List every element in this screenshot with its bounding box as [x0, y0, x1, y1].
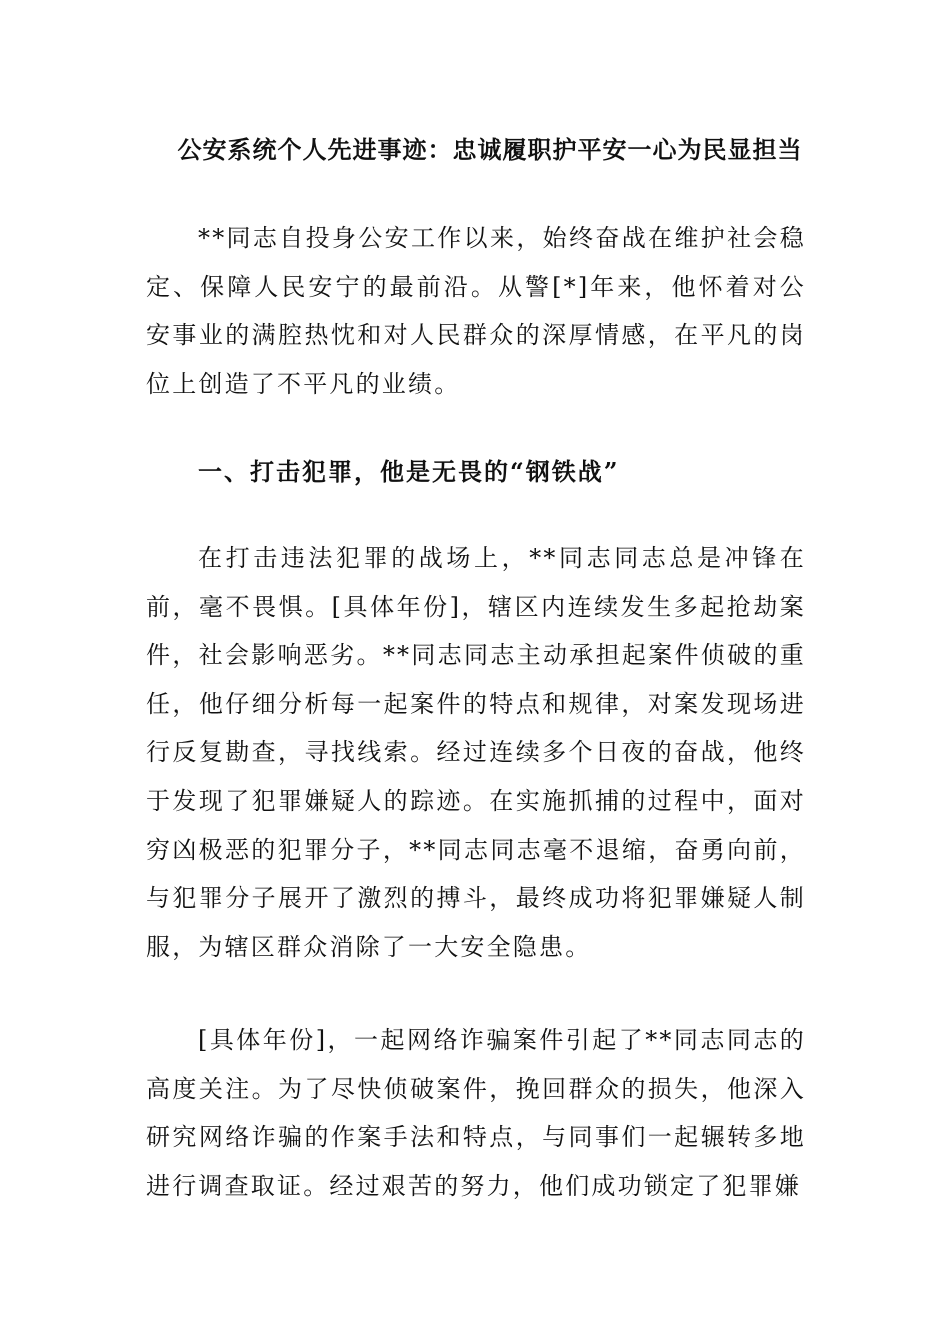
section-heading: 一、打击犯罪，他是无畏的“钢铁战” [198, 457, 620, 486]
document-title: 公安系统个人先进事迹：忠诚履职护平安一心为民显担当 [177, 135, 803, 164]
body-paragraph: 在打击违法犯罪的战场上，**同志同志总是冲锋在前，毫不畏惧。[具体年份]，辖区内连续发生多起抢劫案件，社会影响恶劣。**同志同志主动承担起案件侦破的重任，他仔细分析每一起案件的特点和规律，对案发现场进行反复勘查，寻找线索。经过连续多个日夜的奋战，他终于发现了犯罪嫌疑人的踪迹。在实施抓捕的过程中，面对穷凶极恶的犯罪分子，**同志同志毫不退缩，奋勇向前，与犯罪分子展开了激烈的搏斗，最终成功将犯罪嫌疑人制服，为辖区群众消除了一大安全隐患。 [146, 544, 806, 961]
intro-paragraph: **同志自投身公安工作以来，始终奋战在维护社会稳定、保障人民安宁的最前沿。从警[*]年来，他怀着对公安事业的满腔热忱和对人民群众的深厚情感，在平凡的岗位上创造了不平凡的业绩。 [146, 224, 806, 398]
body-paragraph: [具体年份]，一起网络诈骗案件引起了**同志同志的高度关注。为了尽快侦破案件，挽回群众的损失，他深入研究网络诈骗的作案手法和特点，与同事们一起辗转多地进行调查取证。经过艰苦的努力，他们成功锁定了犯罪嫌 [146, 1026, 806, 1200]
